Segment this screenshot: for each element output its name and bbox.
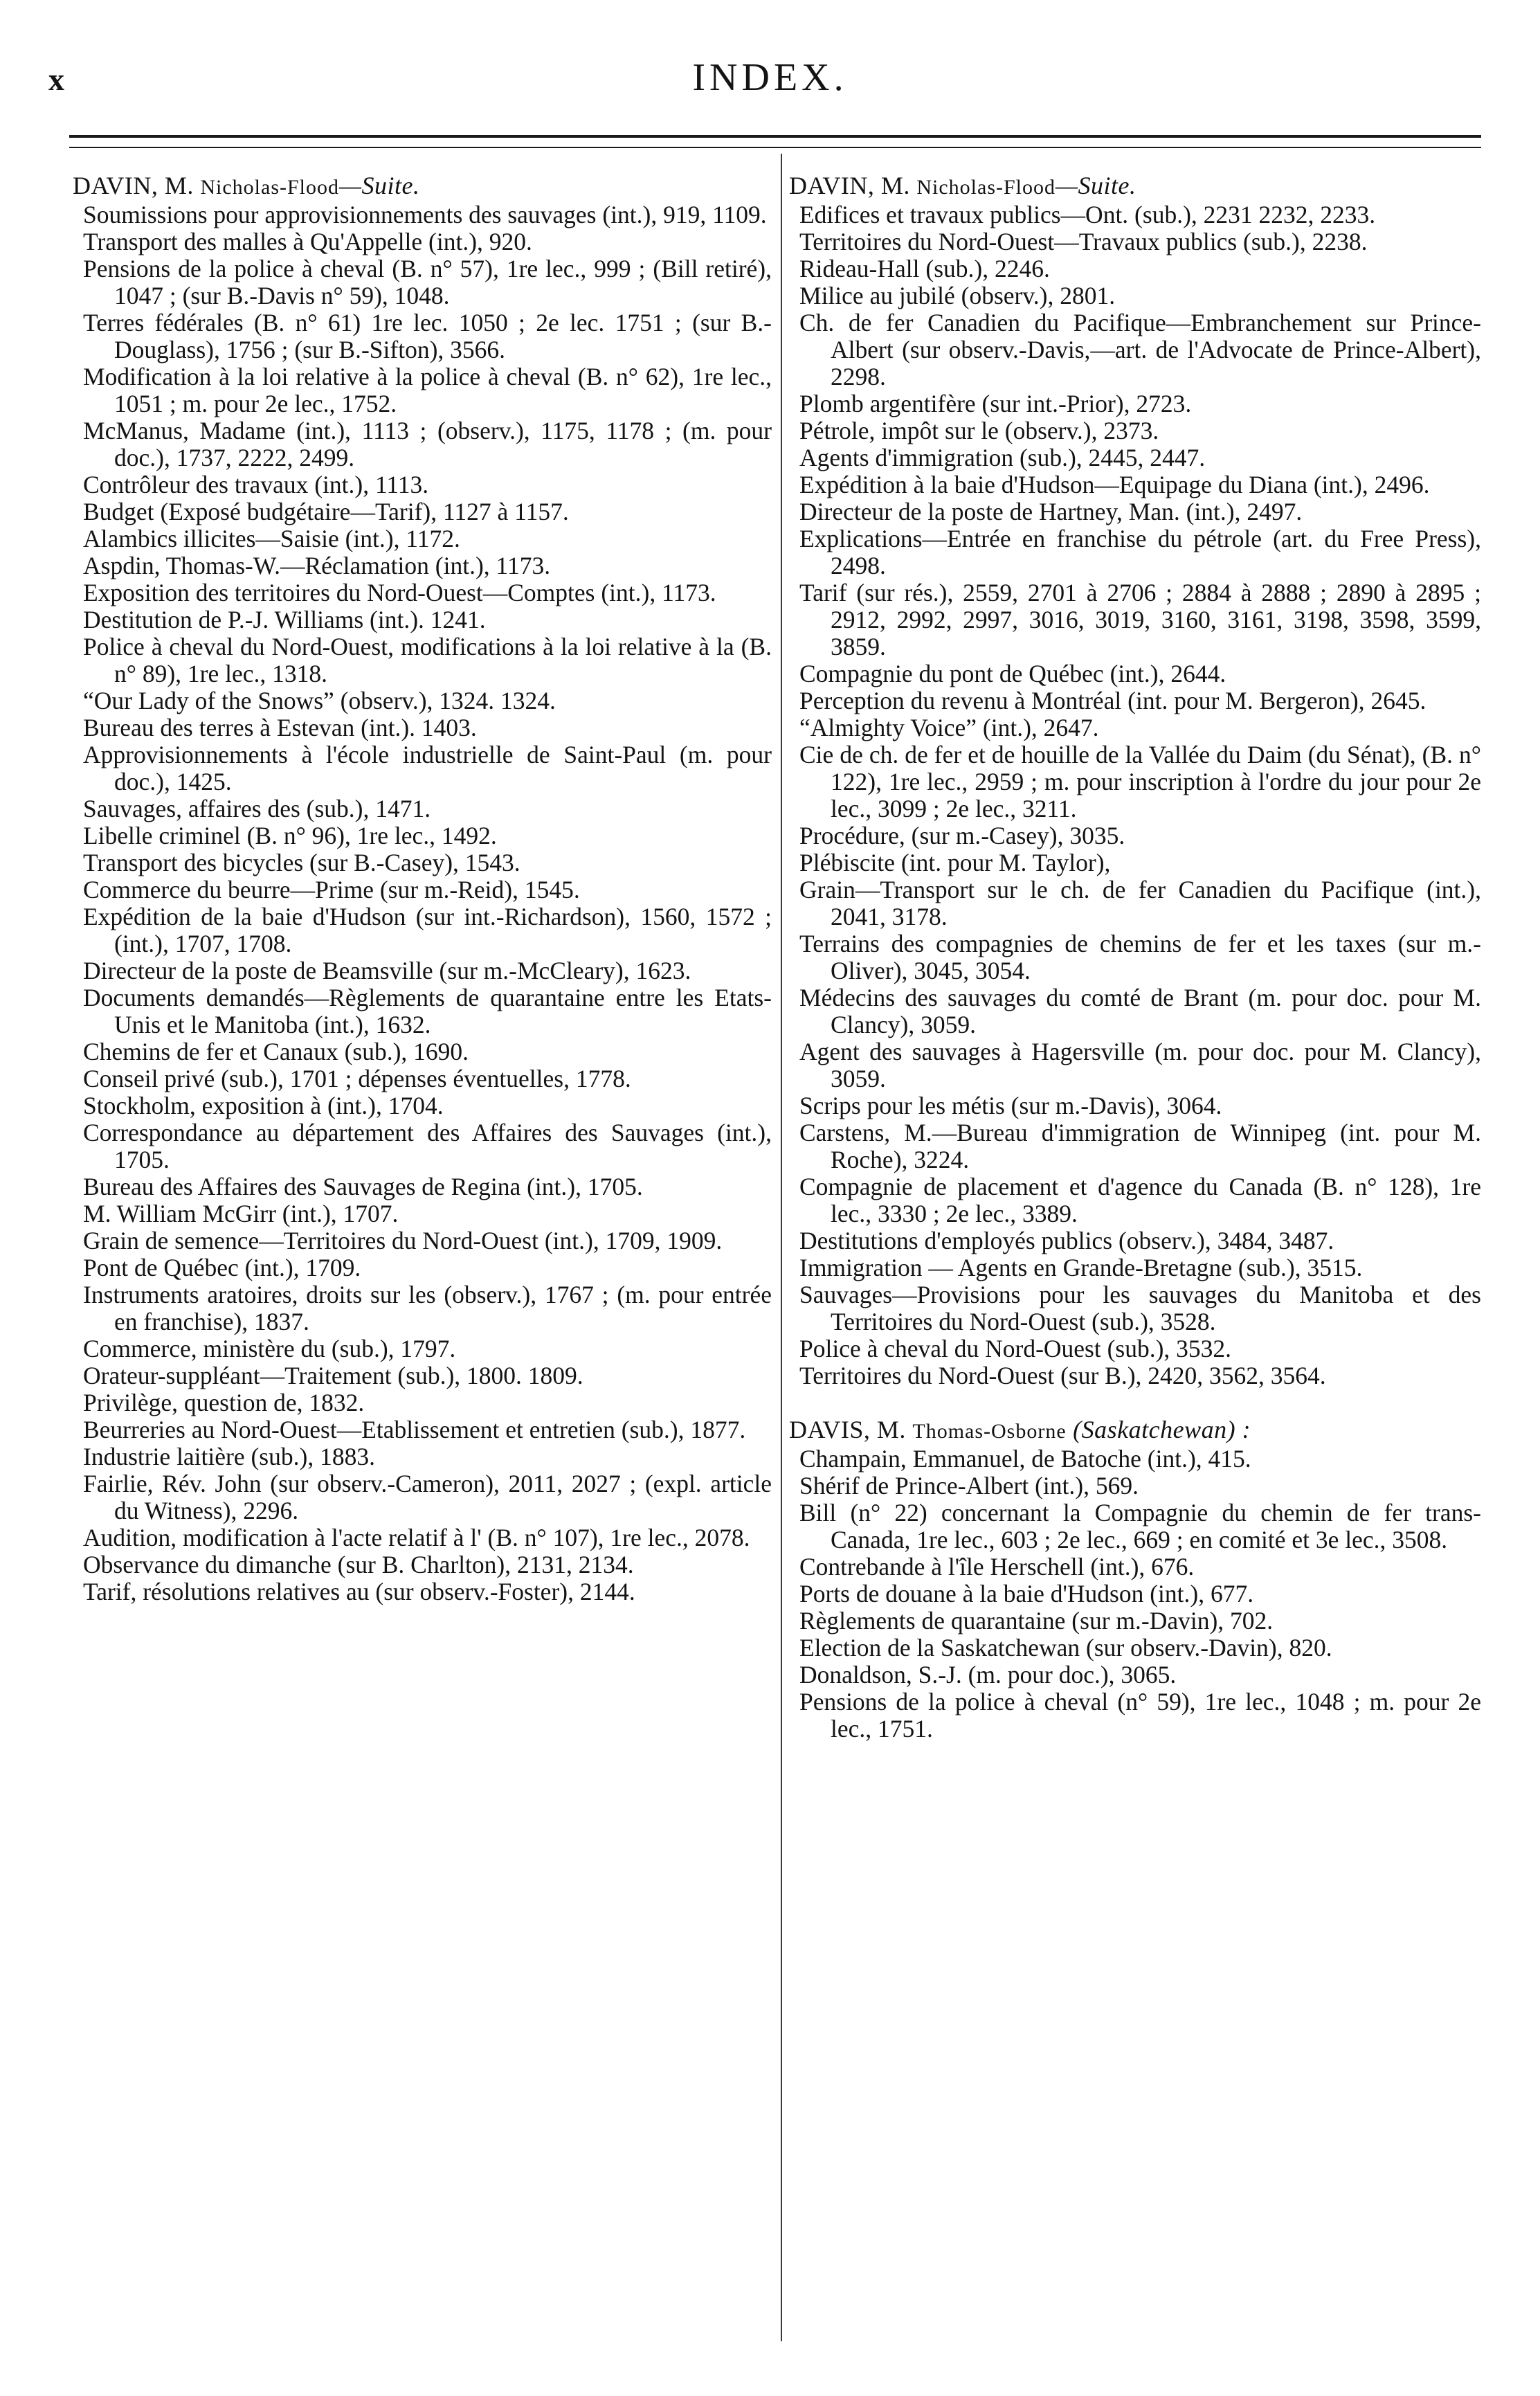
index-entry: Territoires du Nord-Ouest (sur B.), 2420, 3562, 3564. xyxy=(799,1362,1326,1389)
index-entry: Commerce du beurre—Prime (sur m.-Reid), 1545. xyxy=(83,876,580,903)
index-entry: Scrips pour les métis (sur m.-Davis), 3064. xyxy=(799,1092,1222,1119)
index-entry: Bureau des Affaires des Sauvages de Regina (int.), 1705. xyxy=(83,1173,643,1200)
index-entry: Soumissions pour approvisionnements des sauvages (int.), 919, 1109. xyxy=(83,201,767,228)
index-entry: Carstens, M.—Bureau d'immigration de Winnipeg (int. pour M. Roche), 3224. xyxy=(799,1119,1481,1173)
index-entry: Beurreries au Nord-Ouest—Etablissement et entretien (sub.), 1877. xyxy=(83,1416,746,1443)
index-entry: Territoires du Nord-Ouest—Travaux publics (sub.), 2238. xyxy=(799,228,1368,255)
index-entry: Expédition à la baie d'Hudson—Equipage du Diana (int.), 2496. xyxy=(799,471,1430,498)
index-entry: Orateur-suppléant—Traitement (sub.), 1800. 1809. xyxy=(83,1362,583,1389)
index-entry: Médecins des sauvages du comté de Brant (m. pour doc. pour M. Clancy), 3059. xyxy=(799,984,1481,1038)
index-entry: Grain de semence—Territoires du Nord-Ouest (int.), 1709, 1909. xyxy=(83,1227,723,1254)
header-rule-thin xyxy=(69,147,1481,148)
index-entry: Sauvages, affaires des (sub.), 1471. xyxy=(83,795,431,822)
index-entry: Pensions de la police à cheval (B. n° 57), 1re lec., 999 ; (Bill retiré), 1047 ; (sur B.-Davis n° 59), 1048. xyxy=(83,255,772,309)
index-entry: Budget (Exposé budgétaire—Tarif), 1127 à 1157. xyxy=(83,498,569,525)
index-entry: Règlements de quarantaine (sur m.-Davin), 702. xyxy=(799,1607,1274,1634)
entry-heading-davis xyxy=(789,1416,1481,1445)
index-entry: Transport des malles à Qu'Appelle (int.), 920. xyxy=(83,228,532,255)
index-entry: Shérif de Prince-Albert (int.), 569. xyxy=(799,1472,1139,1499)
index-entry: Destitutions d'employés publics (observ.), 3484, 3487. xyxy=(799,1227,1334,1254)
index-entry: Bill (n° 22) concernant la Compagnie du chemin de fer trans-Canada, 1re lec., 603 ; 2e lec., 669 ; en comité et 3e lec., 3508. xyxy=(799,1499,1481,1553)
index-entry: Expédition de la baie d'Hudson (sur int.-Richardson), 1560, 1572 ; (int.), 1707, 1708. xyxy=(83,903,772,957)
index-entry: Tarif (sur rés.), 2559, 2701 à 2706 ; 2884 à 2888 ; 2890 à 2895 ; 2912, 2992, 2997, 3016, 3019, 3160, 3161, 3198, 3598, 3599, 3859. xyxy=(799,579,1481,660)
index-entry: Compagnie du pont de Québec (int.), 2644. xyxy=(799,660,1226,687)
index-entry: Compagnie de placement et d'agence du Canada (B. n° 128), 1re lec., 3330 ; 2e lec., 3389. xyxy=(799,1173,1481,1227)
index-entry: Audition, modification à l'acte relatif à l' (B. n° 107), 1re lec., 2078. xyxy=(83,1524,750,1551)
entry-list xyxy=(789,1445,1481,1742)
index-entry: Directeur de la poste de Beamsville (sur m.-McCleary), 1623. xyxy=(83,957,691,984)
index-entry: Milice au jubilé (observ.), 2801. xyxy=(799,282,1116,309)
index-entry: Ports de douane à la baie d'Hudson (int.), 677. xyxy=(799,1580,1254,1607)
index-entry: Instruments aratoires, droits sur les (observ.), 1767 ; (m. pour entrée en franchise), 1837. xyxy=(83,1281,772,1335)
index-entry: Approvisionnements à l'école industrielle de Saint-Paul (m. pour doc.), 1425. xyxy=(83,741,772,795)
index-entry: Contrebande à l'île Herschell (int.), 676. xyxy=(799,1553,1195,1580)
index-entry: Plébiscite (int. pour M. Taylor), xyxy=(799,849,1111,876)
index-entry: Terrains des compagnies de chemins de fer et les taxes (sur m.-Oliver), 3045, 3054. xyxy=(799,930,1481,984)
index-entry: Privilège, question de, 1832. xyxy=(83,1389,365,1416)
heading-first-name: Nicholas-Flood xyxy=(200,176,340,199)
index-entry: Industrie laitière (sub.), 1883. xyxy=(83,1443,375,1470)
index-entry: Explications—Entrée en franchise du pétrole (art. du Free Press), 2498. xyxy=(799,525,1481,579)
index-entry: Alambics illicites—Saisie (int.), 1172. xyxy=(83,525,460,552)
heading-suffix: —Suite. xyxy=(1056,172,1136,199)
entry-list xyxy=(73,201,772,1605)
index-entry: Plomb argentifère (sur int.-Prior), 2723. xyxy=(799,390,1192,417)
index-entry: Pétrole, impôt sur le (observ.), 2373. xyxy=(799,417,1159,444)
index-entry: Bureau des terres à Estevan (int.). 1403. xyxy=(83,714,477,741)
index-entry: Documents demandés—Règlements de quarantaine entre les Etats-Unis et le Manitoba (int.), 1632. xyxy=(83,984,772,1038)
section-gap xyxy=(789,1389,1481,1416)
index-entry: Modification à la loi relative à la police à cheval (B. n° 62), 1re lec., 1051 ; m. pour 2e lec., 1752. xyxy=(83,363,772,417)
heading-first-name: Nicholas-Flood xyxy=(916,176,1056,199)
index-entry: Directeur de la poste de Hartney, Man. (int.), 2497. xyxy=(799,498,1303,525)
heading-name: DAVIN, M. xyxy=(789,172,910,199)
entry-heading-davin xyxy=(73,172,772,201)
index-entry: Procédure, (sur m.-Casey), 3035. xyxy=(799,822,1125,849)
index-entry: Edifices et travaux publics—Ont. (sub.), 2231 2232, 2233. xyxy=(799,201,1376,228)
heading-suffix: —Suite. xyxy=(339,172,420,199)
index-entry: Police à cheval du Nord-Ouest, modifications à la loi relative à la (B. n° 89), 1re lec., 1318. xyxy=(83,633,772,687)
index-entry: Police à cheval du Nord-Ouest (sub.), 3532. xyxy=(799,1335,1232,1362)
heading-first-name: Thomas-Osborne xyxy=(912,1420,1067,1443)
heading-riding: (Saskatchewan) : xyxy=(1073,1416,1251,1443)
entry-heading-davin xyxy=(789,172,1481,201)
index-entry: Chemins de fer et Canaux (sub.), 1690. xyxy=(83,1038,469,1065)
entry-list xyxy=(789,201,1481,1389)
index-entry: Fairlie, Rév. John (sur observ.-Cameron), 2011, 2027 ; (expl. article du Witness), 2296. xyxy=(83,1470,772,1524)
index-entry: Commerce, ministère du (sub.), 1797. xyxy=(83,1335,456,1362)
index-entry: Agents d'immigration (sub.), 2445, 2447. xyxy=(799,444,1206,471)
index-entry: Conseil privé (sub.), 1701 ; dépenses éventuelles, 1778. xyxy=(83,1065,631,1092)
running-head xyxy=(0,48,1540,118)
index-entry: M. William McGirr (int.), 1707. xyxy=(83,1200,399,1227)
index-entry: Libelle criminel (B. n° 96), 1re lec., 1492. xyxy=(83,822,497,849)
page-number: x xyxy=(48,62,65,97)
index-entry: Cie de ch. de fer et de houille de la Vallée du Daim (du Sénat), (B. n° 122), 1re lec., 2959 ; m. pour inscription à l'ordre du jour pour 2e lec., 3099 ; 2e lec., 3211. xyxy=(799,741,1481,822)
index-entry: Agent des sauvages à Hagersville (m. pour doc. pour M. Clancy), 3059. xyxy=(799,1038,1481,1092)
right-column xyxy=(789,172,1481,1742)
index-entry: Election de la Saskatchewan (sur observ.-Davin), 820. xyxy=(799,1634,1332,1661)
index-entry: Rideau-Hall (sub.), 2246. xyxy=(799,255,1050,282)
heading-name: DAVIS, M. xyxy=(789,1416,906,1443)
page-title: INDEX. xyxy=(692,56,848,99)
index-entry: Ch. de fer Canadien du Pacifique—Embranchement sur Prince-Albert (sur observ.-Davis,—art. de l'Advocate de Prince-Albert), 2298. xyxy=(799,309,1481,390)
index-entry: Aspdin, Thomas-W.—Réclamation (int.), 1173. xyxy=(83,552,551,579)
index-entry: Immigration — Agents en Grande-Bretagne (sub.), 3515. xyxy=(799,1254,1363,1281)
header-rule-thick xyxy=(69,135,1481,138)
index-entry: Contrôleur des travaux (int.), 1113. xyxy=(83,471,429,498)
index-entry: Sauvages—Provisions pour les sauvages du Manitoba et des Territoires du Nord-Ouest (sub.), 3528. xyxy=(799,1281,1481,1335)
index-entry: Tarif, résolutions relatives au (sur observ.-Foster), 2144. xyxy=(83,1578,635,1605)
index-entry: “Our Lady of the Snows” (observ.), 1324. 1324. xyxy=(83,687,556,714)
index-entry: “Almighty Voice” (int.), 2647. xyxy=(799,714,1099,741)
index-entry: Correspondance au département des Affaires des Sauvages (int.), 1705. xyxy=(83,1119,772,1173)
index-entry: Donaldson, S.-J. (m. pour doc.), 3065. xyxy=(799,1661,1177,1688)
index-entry: Champain, Emmanuel, de Batoche (int.), 415. xyxy=(799,1445,1251,1472)
left-column xyxy=(73,172,772,1605)
index-entry: Grain—Transport sur le ch. de fer Canadien du Pacifique (int.), 2041, 3178. xyxy=(799,876,1481,930)
column-divider xyxy=(781,154,782,2341)
index-entry: Pensions de la police à cheval (n° 59), 1re lec., 1048 ; m. pour 2e lec., 1751. xyxy=(799,1688,1481,1742)
index-entry: McManus, Madame (int.), 1113 ; (observ.), 1175, 1178 ; (m. pour doc.), 1737, 2222, 2499. xyxy=(83,417,772,471)
index-entry: Perception du revenu à Montréal (int. pour M. Bergeron), 2645. xyxy=(799,687,1426,714)
heading-name: DAVIN, M. xyxy=(73,172,194,199)
index-entry: Observance du dimanche (sur B. Charlton), 2131, 2134. xyxy=(83,1551,634,1578)
index-entry: Terres fédérales (B. n° 61) 1re lec. 1050 ; 2e lec. 1751 ; (sur B.-Douglass), 1756 ; (sur B.-Sifton), 3566. xyxy=(83,309,772,363)
index-entry: Exposition des territoires du Nord-Ouest—Comptes (int.), 1173. xyxy=(83,579,716,606)
index-entry: Pont de Québec (int.), 1709. xyxy=(83,1254,361,1281)
index-entry: Stockholm, exposition à (int.), 1704. xyxy=(83,1092,444,1119)
index-entry: Destitution de P.-J. Williams (int.). 1241. xyxy=(83,606,486,633)
index-entry: Transport des bicycles (sur B.-Casey), 1543. xyxy=(83,849,520,876)
